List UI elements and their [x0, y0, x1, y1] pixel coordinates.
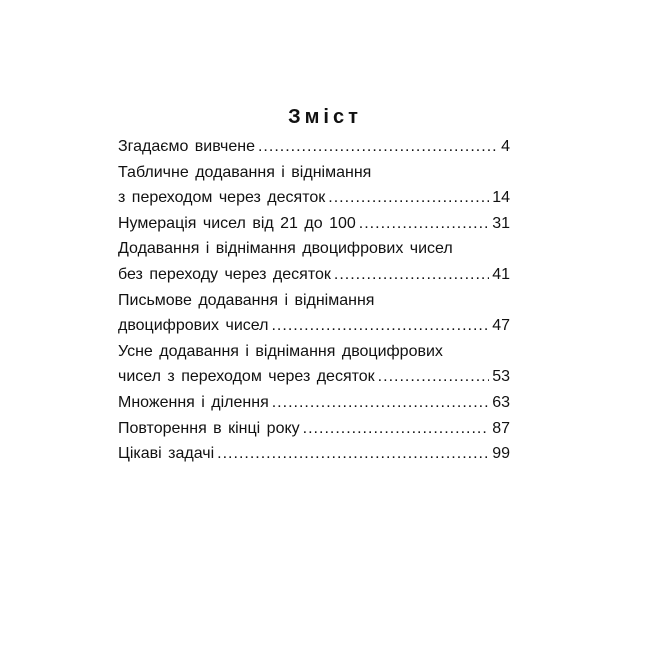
toc-entry-title: Письмове додавання і віднімання [118, 291, 375, 309]
toc-page-number: 47 [492, 317, 510, 335]
toc-entry-title: без переходу через десяток [118, 265, 331, 283]
toc-entry-continuation[interactable] [118, 189, 510, 215]
toc-entry[interactable] [118, 164, 510, 190]
toc-entry[interactable] [118, 240, 510, 266]
leader-dots [272, 394, 489, 412]
toc-entry-title: Згадаємо вивчене [118, 138, 255, 155]
toc-entry-title: Множення і ділення [118, 393, 269, 411]
toc-entry-title: Повторення в кінці року [118, 419, 300, 437]
toc-page-number: 4 [501, 138, 510, 155]
toc-entry[interactable] [118, 445, 510, 471]
toc-entry-title: з переходом через десяток [118, 189, 326, 207]
toc-entry-title: Нумерація чисел від 21 до 100 [118, 214, 356, 232]
leader-dots [217, 445, 489, 463]
leader-dots [359, 215, 489, 233]
toc-entry-title: Цікаві задачі [118, 445, 215, 463]
toc-entry-continuation[interactable] [118, 317, 510, 343]
toc-page-number: 14 [492, 189, 510, 207]
toc-page-number: 63 [492, 393, 510, 411]
toc-entry-title: Табличне додавання і віднімання [118, 163, 372, 181]
toc-entry-title: двоцифрових чисел [118, 317, 269, 335]
toc-page-number: 41 [492, 265, 510, 283]
toc-entry-title: Додавання і віднімання двоцифрових чисел [118, 240, 453, 258]
table-of-contents [118, 138, 510, 471]
leader-dots [328, 189, 489, 207]
toc-title: Зміст [288, 106, 362, 128]
toc-entry-title: чисел з переходом через десяток [118, 368, 375, 386]
toc-page-number: 31 [492, 214, 510, 232]
leader-dots [334, 266, 489, 284]
toc-page-number: 99 [492, 445, 510, 463]
leader-dots [258, 138, 498, 156]
toc-entry[interactable] [118, 292, 510, 318]
toc-entry[interactable] [118, 394, 510, 420]
toc-entry[interactable] [118, 215, 510, 241]
toc-entry[interactable] [118, 343, 510, 369]
toc-entry-title: Усне додавання і віднімання двоцифрових [118, 342, 443, 360]
toc-entry[interactable] [118, 420, 510, 446]
toc-entry-continuation[interactable] [118, 368, 510, 394]
leader-dots [303, 420, 490, 438]
toc-page-number: 87 [492, 419, 510, 437]
leader-dots [271, 317, 489, 335]
toc-page-number: 53 [492, 368, 510, 386]
toc-entry[interactable] [118, 138, 510, 164]
toc-entry-continuation[interactable] [118, 266, 510, 292]
leader-dots [378, 368, 490, 386]
